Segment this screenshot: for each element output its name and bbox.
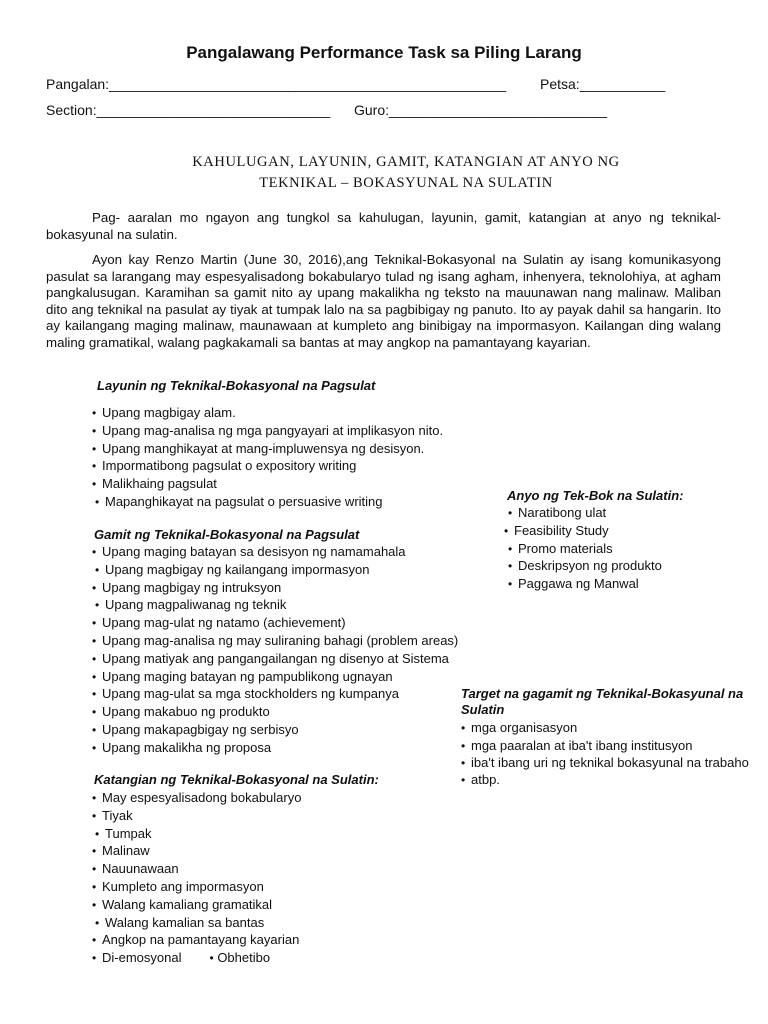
list-item: • atbp. <box>461 771 751 789</box>
list-item: • Upang matiyak ang pangangailangan ng disenyo at Sistema <box>92 650 458 668</box>
section-heading-line1: KAHULUGAN, LAYUNIN, GAMIT, KATANGIAN AT ANYO NG <box>192 154 620 170</box>
list-item: • Upang magbigay ng kailangang impormasyon <box>92 561 458 579</box>
list-item: • mga paaralan at iba't ibang institusyon <box>461 737 751 755</box>
list-item: • Upang makapagbigay ng serbisyo <box>92 721 458 739</box>
gamit-list <box>92 543 458 757</box>
list-item: • Upang magbigay alam. <box>92 404 443 422</box>
list-item: • Tumpak <box>92 825 301 843</box>
anyo-heading: Anyo ng Tek-Bok na Sulatin: <box>507 488 684 503</box>
list-item: • Impormatibong pagsulat o expository writing <box>92 457 443 475</box>
list-item: • Malinaw <box>92 842 301 860</box>
gamit-heading: Gamit ng Teknikal-Bokasyonal na Pagsulat <box>94 527 360 542</box>
pangalan-field[interactable]: Pangalan:___________________________________________________ <box>46 76 507 92</box>
page-title: Pangalawang Performance Task sa Piling Larang <box>186 43 582 62</box>
katangian-heading: Katangian ng Teknikal-Bokasyonal na Sulatin: <box>94 772 379 787</box>
list-item: • Upang makalikha ng proposa <box>92 739 458 757</box>
layunin-heading: Layunin ng Teknikal-Bokasyonal na Pagsulat <box>97 378 376 393</box>
section-heading-line2: TEKNIKAL – BOKASYUNAL NA SULATIN <box>259 175 553 191</box>
list-item: • Di-emosyonal • Obhetibo <box>92 949 301 967</box>
guro-field[interactable]: Guro:____________________________ <box>354 102 608 118</box>
list-item: • Feasibility Study <box>504 522 662 540</box>
intro-paragraph-text: Pag- aaralan mo ngayon ang tungkol sa kahulugan, layunin, gamit, katangian at anyo ng teknikal-bokasyunal na sulatin. <box>46 210 721 242</box>
list-item: • May espesyalisadong bokabularyo <box>92 789 301 807</box>
intro-paragraph <box>46 210 721 243</box>
katangian-item-di-emosyonal: Di-emosyonal <box>102 950 182 966</box>
list-item: • mga organisasyon <box>461 719 751 737</box>
list-item: • Deskripsyon ng produkto <box>508 557 662 575</box>
list-item: • Kumpleto ang impormasyon <box>92 878 301 896</box>
list-item: • Upang makabuo ng produkto <box>92 703 458 721</box>
list-item: • Upang magbigay ng intruksyon <box>92 579 458 597</box>
list-item: • Upang mag-analisa ng may suliraning bahagi (problem areas) <box>92 632 458 650</box>
list-item: • Upang maging batayan sa desisyon ng namamahala <box>92 543 458 561</box>
list-item: • Promo materials <box>508 540 662 558</box>
list-item: • Nauunawaan <box>92 860 301 878</box>
target-list <box>461 719 751 788</box>
target-heading: Target na gagamit ng Teknikal-Bokasyunal na Sulatin <box>461 686 744 717</box>
list-item: • Naratibong ulat <box>508 504 662 522</box>
list-item: • Upang mag-analisa ng mga pangyayari at implikasyon nito. <box>92 422 443 440</box>
list-item: • Upang magpaliwanag ng teknik <box>92 596 458 614</box>
katangian-item-obhetibo: Obhetibo <box>217 950 271 966</box>
list-item: • Malikhaing pagsulat <box>92 475 443 493</box>
definition-paragraph-text: Ayon kay Renzo Martin (June 30, 2016),ang Teknikal-Bokasyonal na Sulatin ay isang komunikasyong pasulat sa larangang may espesyalisadong bokabularyo tulad ng isang agham, inhenyera, teknolohiya, at agham pangkalusugan. Karamihan sa gamit nito ay upang makalikha ng teksto na mauunawan nang malinaw. Maliban dito ang teknikal na pasulat ay tiyak at tumpak lalo na sa pagbibigay ng panuto. Ito ay payak dahil sa hangarin. Ito ay kailangang maging malinaw, maunawaan at kumpleto ang binibigay na impormasyon. Kailangan ding walang maling gramatikal, walang pagkakamali sa bantas at may angkop na pamantayang kayarian. <box>46 252 721 350</box>
definition-paragraph <box>46 252 721 351</box>
list-item: • Walang kamalian sa bantas <box>92 914 301 932</box>
list-item: • Upang manghikayat at mang-impluwensya ng desisyon. <box>92 440 443 458</box>
layunin-list <box>92 404 443 511</box>
katangian-list <box>92 789 301 967</box>
list-item: • Paggawa ng Manwal <box>508 575 662 593</box>
list-item: • Upang maging batayan ng pampublikong ugnayan <box>92 668 458 686</box>
section-field[interactable]: Section:______________________________ <box>46 102 331 118</box>
list-item: • Walang kamaliang gramatikal <box>92 896 301 914</box>
list-item: • Tiyak <box>92 807 301 825</box>
list-item: • Upang mag-ulat sa mga stockholders ng kumpanya <box>92 685 458 703</box>
list-item: • Mapanghikayat na pagsulat o persuasive writing <box>92 493 443 511</box>
list-item: • Upang mag-ulat ng natamo (achievement) <box>92 614 458 632</box>
list-item: • iba't ibang uri ng teknikal bokasyunal na trabaho <box>461 755 751 771</box>
anyo-list <box>508 504 662 593</box>
petsa-field[interactable]: Petsa:___________ <box>540 76 666 92</box>
list-item: • Angkop na pamantayang kayarian <box>92 931 301 949</box>
